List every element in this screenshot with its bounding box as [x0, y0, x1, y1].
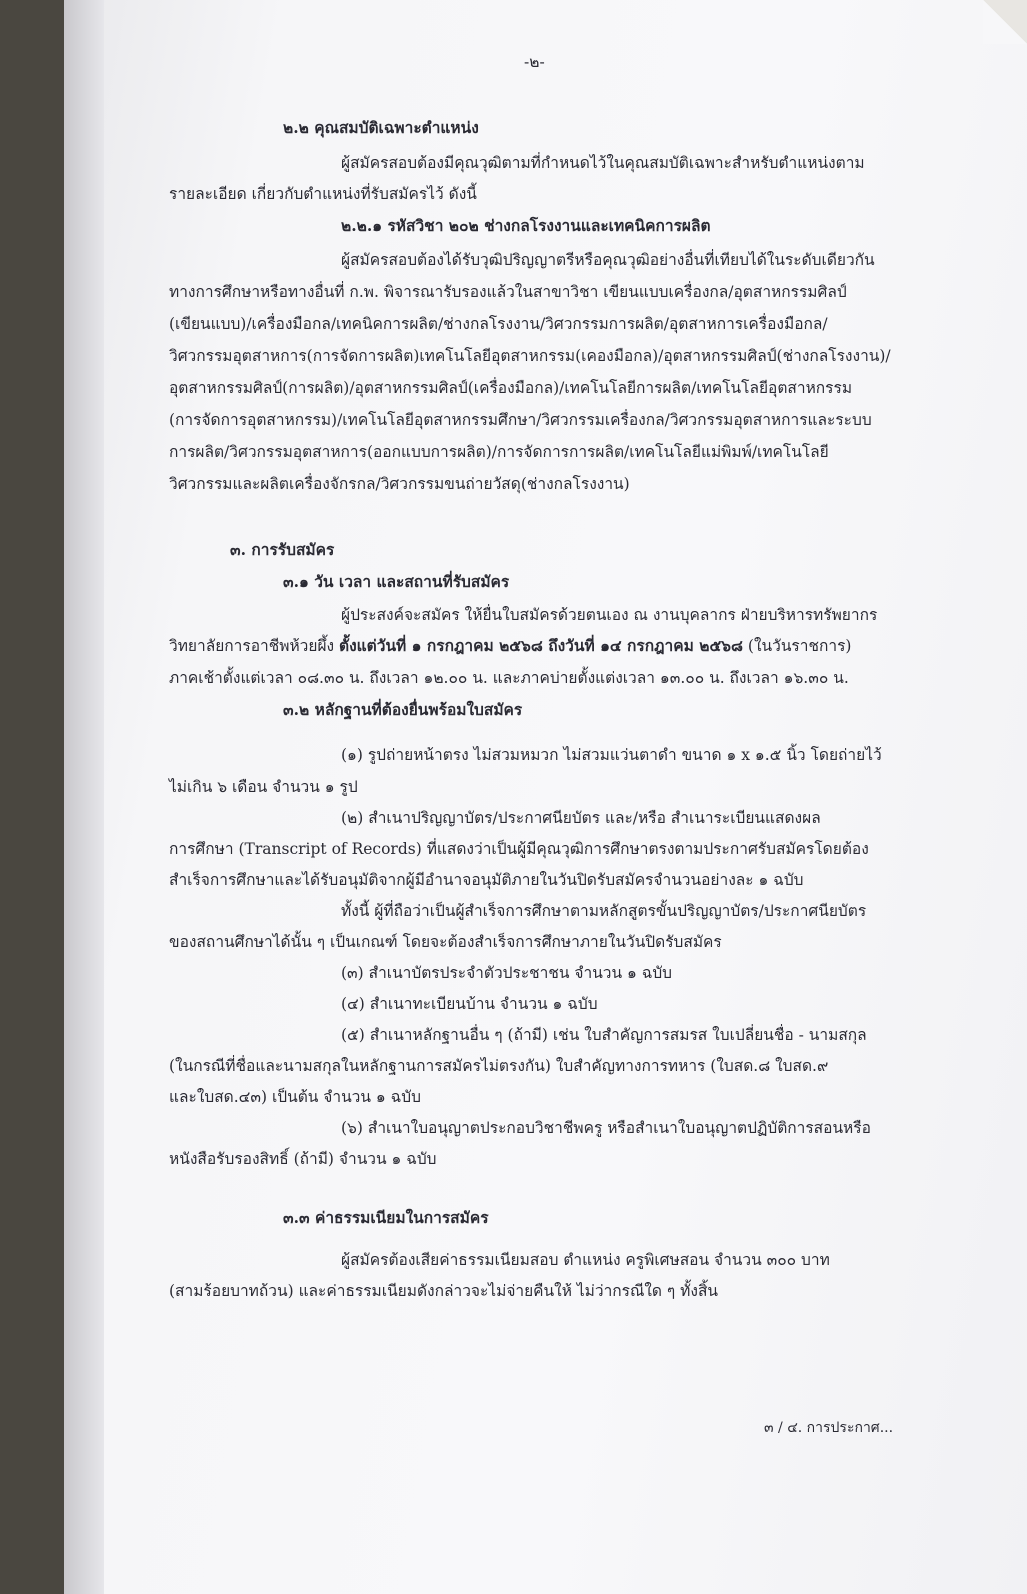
section-2-2-text-2: รายละเอียด เกี่ยวกับตำแหน่งที่รับสมัครไว้ ดังนี้: [169, 185, 477, 203]
document-page: [64, 0, 1027, 1594]
section-2-2-1-line: (เขียนแบบ)/เครื่องมือกล/เทคนิคการผลิต/ช่างกลโรงงาน/วิศวกรรมการผลิต/อุตสาหการเครื่องมือกล/: [169, 315, 828, 333]
section-3-3-line-2: (สามร้อยบาทถ้วน) และค่าธรรมเนียมดังกล่าวจะไม่จ่ายคืนให้ ไม่ว่ากรณีใด ๆ ทั้งสิ้น: [169, 1282, 719, 1300]
section-2-2-1-line: วิศวกรรมและผลิตเครื่องจักรกล/วิศวกรรมขนถ่ายวัสดุ(ช่างกลโรงงาน): [169, 475, 630, 493]
section-3-3-line-1: ผู้สมัครต้องเสียค่าธรรมเนียมสอบ ตำแหน่ง ครูพิเศษสอน จำนวน ๓๐๐ บาท: [341, 1251, 830, 1269]
section-3-1-line-3: ภาคเช้าตั้งแต่เวลา ๐๘.๓๐ น. ถึงเวลา ๑๒.๐๐ น. และภาคบ่ายตั้งแต่งเวลา ๑๓.๐๐ น. ถึงเวลา ๑๖.๓๐ น.: [169, 669, 849, 687]
section-2-2-text-1: ผู้สมัครสอบต้องมีคุณวุฒิตามที่กำหนดไว้ในคุณสมบัติเฉพาะสำหรับตำแหน่งตาม: [341, 154, 865, 172]
document-item-5-cont: (ในกรณีที่ชื่อและนามสกุลในหลักฐานการสมัครไม่ตรงกัน) ใบสำคัญทางการทหาร (ใบสด.๘ ใบสด.๙: [169, 1057, 829, 1075]
section-3-2-heading: ๓.๒ หลักฐานที่ต้องยื่นพร้อมใบสมัคร: [283, 700, 523, 719]
section-2-2-1-line: การผลิต/วิศวกรรมอุตสาหการ(ออกแบบการผลิต)/การจัดการการผลิต/เทคโนโลยีแม่พิมพ์/เทคโนโลยี: [169, 443, 829, 461]
section-2-2-1-heading: ๒.๒.๑ รหัสวิชา ๒๐๒ ช่างกลโรงงานและเทคนิคการผลิต: [341, 216, 711, 235]
section-2-2-1-line: ผู้สมัครสอบต้องได้รับวุฒิปริญญาตรีหรือคุณวุฒิอย่างอื่นที่เทียบได้ในระดับเดียวกัน: [341, 251, 875, 269]
continuation-note: ๓ / ๔. การประกาศ...: [764, 1420, 894, 1436]
document-item-2-cont: สำเร็จการศึกษาและได้รับอนุมัติจากผู้มีอำนาจอนุมัติภายในวันปิดรับสมัครจำนวนอย่างละ ๑ ฉบับ: [169, 871, 804, 889]
section-3-heading: ๓. การรับสมัคร: [230, 540, 335, 559]
section-2-2-1-line: ทางการศึกษาหรือทางอื่นที่ ก.พ. พิจารณารับรองแล้วในสาขาวิชา เขียนแบบเครื่องกล/อุตสาหกรรมศิลป์: [169, 283, 847, 301]
section-3-3-heading: ๓.๓ ค่าธรรมเนียมในการสมัคร: [283, 1208, 489, 1227]
section-3-1-line-1: ผู้ประสงค์จะสมัคร ให้ยื่นใบสมัครด้วยตนเอง ณ งานบุคลากร ฝ่ายบริหารทรัพยากร: [341, 606, 878, 624]
document-item-5-cont: และใบสด.๔๓) เป็นต้น จำนวน ๑ ฉบับ: [169, 1088, 421, 1106]
document-item-5: (๕) สำเนาหลักฐานอื่น ๆ (ถ้ามี) เช่น ใบสำคัญการสมรส ใบเปลี่ยนชื่อ - นามสกุล: [341, 1026, 867, 1044]
document-item-1-cont: ไม่เกิน ๖ เดือน จำนวน ๑ รูป: [169, 778, 358, 796]
section-2-2-1-line: (การจัดการอุตสาหกรรม)/เทคโนโลยีอุตสาหกรรมศึกษา/วิศวกรรมเครื่องกล/วิศวกรรมอุตสาหการและระบบ: [169, 411, 872, 429]
page-fold-shadow: [64, 0, 104, 1594]
document-note-cont: ของสถานศึกษาได้นั้น ๆ เป็นเกณฑ์ โดยจะต้องสำเร็จการศึกษาภายในวันปิดรับสมัคร: [169, 933, 722, 951]
application-period: ตั้งแต่วันที่ ๑ กรกฎาคม ๒๕๖๘ ถึงวันที่ ๑๔ กรกฎาคม ๒๕๖๘: [339, 636, 743, 655]
business-days-note: (ในวันราชการ): [747, 637, 852, 655]
section-2-2-1-line: วิศวกรรมอุตสาหการ(การจัดการผลิต)เทคโนโลยีอุตสาหกรรม(เคองมือกล)/อุตสาหกรรมศิลป์(ช่างกลโรงงาน)/: [169, 347, 891, 365]
section-2-2-heading: ๒.๒ คุณสมบัติเฉพาะตำแหน่ง: [283, 118, 479, 137]
section-3-1-heading: ๓.๑ วัน เวลา และสถานที่รับสมัคร: [283, 572, 510, 591]
document-item-2: (๒) สำเนาปริญญาบัตร/ประกาศนียบัตร และ/หรือ สำเนาระเบียนแสดงผล: [341, 809, 821, 827]
section-3-1-line-2: [169, 636, 851, 656]
document-item-2-cont: การศึกษา (Transcript of Records) ที่แสดงว่าเป็นผู้มีคุณวุฒิการศึกษาตรงตามประกาศรับสมัครโดยต้อง: [169, 840, 869, 858]
document-item-1: (๑) รูปถ่ายหน้าตรง ไม่สวมหมวก ไม่สวมแว่นตาดำ ขนาด ๑ x ๑.๕ นิ้ว โดยถ่ายไว้: [341, 746, 882, 764]
college-name: วิทยาลัยการอาชีพห้วยผึ้ง: [169, 637, 335, 655]
document-item-4: (๔) สำเนาทะเบียนบ้าน จำนวน ๑ ฉบับ: [341, 995, 598, 1013]
page-number: -๒-: [524, 53, 545, 71]
document-note: ทั้งนี้ ผู้ที่ถือว่าเป็นผู้สำเร็จการศึกษาตามหลักสูตรขั้นปริญญาบัตร/ประกาศนียบัตร: [341, 902, 867, 920]
page-corner: [983, 0, 1027, 44]
document-item-6-cont: หนังสือรับรองสิทธิ์ (ถ้ามี) จำนวน ๑ ฉบับ: [169, 1150, 437, 1168]
document-item-3: (๓) สำเนาบัตรประจำตัวประชาชน จำนวน ๑ ฉบับ: [341, 964, 673, 982]
section-2-2-1-line: อุตสาหกรรมศิลป์(การผลิต)/อุตสาหกรรมศิลป์(เครื่องมือกล)/เทคโนโลยีการผลิต/เทคโนโลยีอุตสาหกรรม: [169, 379, 853, 397]
document-item-6: (๖) สำเนาใบอนุญาตประกอบวิชาชีพครู หรือสำเนาใบอนุญาตปฏิบัติการสอนหรือ: [341, 1119, 871, 1137]
